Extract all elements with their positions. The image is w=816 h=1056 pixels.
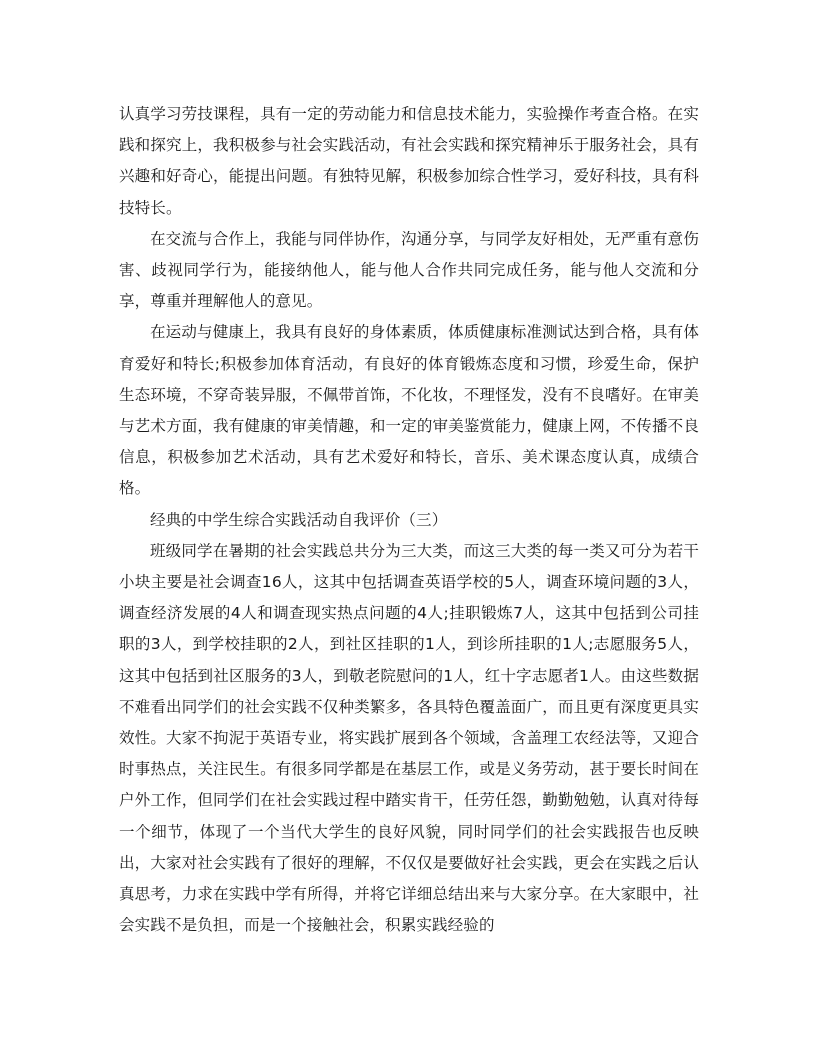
paragraph-summer-practice: 班级同学在暑期的社会实践总共分为三大类，而这三大类的每一类又可分为若干小块主要是社会调查16人，这其中包括调查英语学校的5人，调查环境问题的3人，调查经济发展的4人和调查现实热点问题的4人;挂职锻炼7人，这其中包括到公司挂职的3人，到学校挂职的2人，到社区挂职的1人，到诊所挂职的1人;志愿服务5人，这其中包括到社区服务的3人，到敬老院慰问的1人，红十字志愿者1人。由这些数据不难看出同学们的社会实践不仅种类繁多，各具特色覆盖面广，而且更有深度更具实效性。大家不拘泥于英语专业，将实践扩展到各个领域，含盖理工农经法等，又迎合时事热点，关注民生。有很多同学都是在基层工作，或是义务劳动，甚于要长时间在户外工作，但同学们在社会实践过程中踏实肯干，任劳任怨，勤勤勉勉，认真对待每一个细节，体现了一个当代大学生的良好风貌，同时同学们的社会实践报告也反映出，大家对社会实践有了很好的理解，不仅仅是要做好社会实践，更会在实践之后认真思考，力求在实践中学有所得，并将它详细总结出来与大家分享。在大家眼中，社会实践不是负担，而是一个接触社会，积累实践经验的 [119, 541, 699, 935]
paragraph-skills-practice: 认真学习劳技课程，具有一定的劳动能力和信息技术能力，实验操作考查合格。在实践和探究上，我积极参与社会实践活动，有社会实践和探究精神乐于服务社会，具有兴趣和好奇心，能提出问题。有独特见解，积极参加综合性学习，爱好科技，具有科技特长。 [119, 105, 699, 217]
document-body [119, 99, 699, 941]
paragraph-sports-health-arts: 在运动与健康上，我具有良好的身体素质，体质健康标准测试达到合格，具有体育爱好和特长;积极参加体育活动，有良好的体育锻炼态度和习惯，珍爱生命，保护生态环境，不穿奇装异服，不佩带首饰，不化妆，不理怪发，没有不良嗜好。在审美与艺术方面，我有健康的审美情趣，和一定的审美鉴赏能力，健康上网，不传播不良信息，积极参加艺术活动，具有艺术爱好和特长，音乐、美术课态度认真，成绩合格。 [119, 323, 699, 498]
section-heading: 经典的中学生综合实践活动自我评价（三） [150, 510, 448, 529]
paragraph-communication-cooperation: 在交流与合作上，我能与同伴协作，沟通分享，与同学友好相处，无严重有意伤害、歧视同学行为，能接纳他人，能与他人合作共同完成任务，能与他人交流和分享，尊重并理解他人的意见。 [119, 229, 699, 311]
